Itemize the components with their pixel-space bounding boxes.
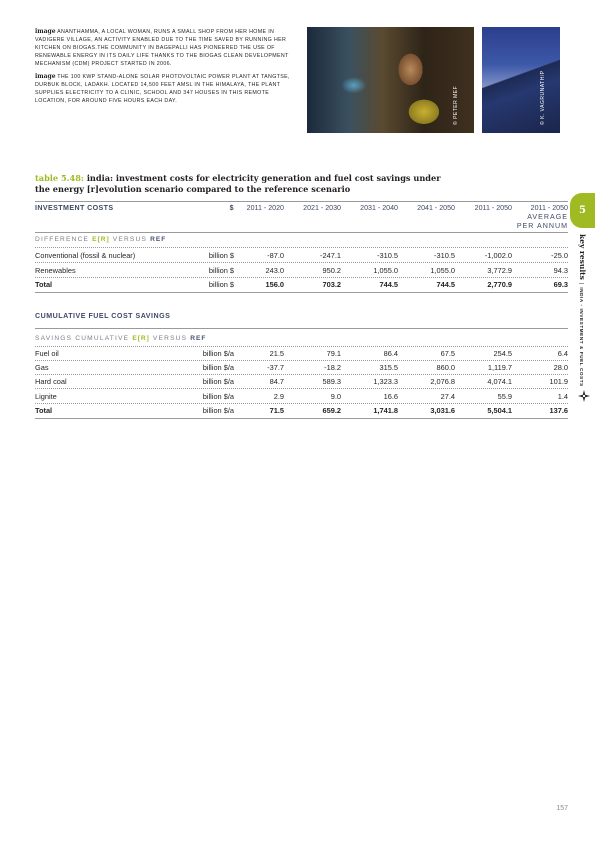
header-col-average [512,204,568,231]
cell: 27.4 [440,392,455,401]
separator: | [578,282,584,285]
row-divider [35,346,568,347]
row-unit: billion $/a [202,406,234,415]
header-col: 2011 - 2050 [530,204,568,212]
cell: 1,055.0 [430,266,455,275]
cell: 55.9 [497,392,512,401]
cell: 950.2 [322,266,341,275]
cell: 254.5 [493,349,512,358]
ref-label: REF [150,236,167,243]
row-unit: billion $/a [202,377,234,386]
cell: 94.3 [553,266,568,275]
section-title: key results [578,234,587,280]
cell: 67.5 [440,349,455,358]
cell: 86.4 [383,349,398,358]
row-divider [35,262,568,263]
cell: 79.1 [326,349,341,358]
cell: -310.5 [377,251,398,260]
header-col: 2011 - 2020 [246,204,284,212]
cell: 860.0 [436,363,455,372]
cell: 703.2 [322,280,341,289]
cell: -310.5 [434,251,455,260]
cell: 1,119.7 [487,363,512,372]
row-unit: billion $ [208,251,234,260]
cell: 659.2 [322,406,341,415]
row-divider [35,388,568,389]
row-label: Total [35,280,53,289]
row-divider [35,247,568,248]
cell: 744.5 [436,280,455,289]
table-bottom-rule [35,418,568,419]
header-unit: $ [229,204,234,212]
cumulative-title-row [35,312,568,326]
savings-label [35,335,206,342]
cell: 2,076.8 [430,377,455,386]
row-divider [35,403,568,404]
cell: -37.7 [267,363,284,372]
row-label: Lignite [35,392,57,401]
cell: 2.9 [273,392,284,401]
row-unit: billion $/a [202,349,234,358]
running-header [577,234,587,404]
header-bottom-rule [35,232,568,233]
cell: 9.0 [330,392,341,401]
row-label: Renewables [35,266,76,275]
header-col: 2011 - 2050 [474,204,512,212]
cell: 315.5 [379,363,398,372]
header-label: INVESTMENT COSTS [35,204,114,212]
table-title-text: india: investment costs for electricity generation and fuel cost savings under the energy [r]evolution scenario compared to the reference scenario [35,173,441,194]
header-col: 2021 - 2030 [303,204,341,212]
row-unit: billion $/a [202,363,234,372]
cell: 69.3 [553,280,568,289]
header-rule [35,201,568,202]
row-label: Gas [35,363,49,372]
row-unit: billion $ [208,266,234,275]
cell: 243.0 [265,266,284,275]
photo-credit: © PETER MEF [453,85,459,125]
cell: -1,002.0 [484,251,512,260]
difference-label-pre: DIFFERENCE [35,236,93,243]
cell: -247.1 [320,251,341,260]
cell: 4,074.1 [487,377,512,386]
photo-shopkeeper [307,27,474,133]
image-caption-2 [35,73,297,105]
cell: -87.0 [267,251,284,260]
cumulative-rule [35,328,568,329]
row-label: Hard coal [35,377,67,386]
row-unit: billion $ [208,280,234,289]
header-col: 2031 - 2040 [360,204,398,212]
table-number: table 5.48: [35,173,84,183]
er-label: E[R] [92,236,110,243]
photo-credit: © K. VAGRUNATH/P [540,70,546,125]
cell: 1,323.3 [373,377,398,386]
header-col: 2041 - 2050 [417,204,455,212]
caption-label: image [35,73,56,80]
image-caption-1 [35,28,297,68]
savings-label-pre: SAVINGS CUMULATIVE [35,335,133,342]
cell: 84.7 [269,377,284,386]
cell: -25.0 [551,251,568,260]
cell: 21.5 [269,349,284,358]
difference-label [35,236,166,243]
difference-label-mid: VERSUS [109,236,151,243]
cell: 3,772.9 [487,266,512,275]
cell: 1,741.8 [373,406,398,415]
header-col-sub: PER ANNUM [516,222,568,230]
cell: 589.3 [322,377,341,386]
row-divider [35,277,568,278]
cumulative-title: CUMULATIVE FUEL COST SAVINGS [35,312,171,320]
cell: 156.0 [265,280,284,289]
cell: 5,504.1 [487,406,512,415]
row-unit: billion $/a [202,392,234,401]
savings-label-mid: VERSUS [149,335,191,342]
cell: 101.9 [549,377,568,386]
cell: 71.5 [269,406,284,415]
page-number: 157 [556,805,568,812]
row-label: Fuel oil [35,349,59,358]
chapter-tab: 5 [570,193,595,228]
caption-label: image [35,28,56,35]
subsection-title: INDIA - INVESTMENT & FUEL COSTS [579,287,584,387]
row-label: Conventional (fossil & nuclear) [35,251,136,260]
cell: 16.6 [383,392,398,401]
caption-text: ANANTHAMMA, A LOCAL WOMAN, RUNS A SMALL SHOP FROM HER HOME IN VADIGERE VILLAGE, AN ACTIVITY ENABLED DUE TO THE TIME SAVED BY RUNNING HER KITCHEN ON BIOGAS.THE COMMUNITY IN BAGEPALLI HAS PIONEERED THE USE OF RENEWABLE ENERGY IN ITS DAILY LIFE THANKS TO THE BIOGAS CLEAN DEVELOPMENT MECHANISM (CDM) PROJECT STARTED IN 2006. [35,29,289,68]
cell: 1,055.0 [373,266,398,275]
section-rule [35,292,568,293]
cell: 2,770.9 [487,280,512,289]
compass-icon [578,390,590,402]
table-title [35,173,455,195]
photo-solar-plant [482,27,560,133]
cell: 744.5 [379,280,398,289]
er-label: E[R] [132,335,150,342]
row-label: Total [35,406,53,415]
cell: 6.4 [557,349,568,358]
ref-label: REF [190,335,207,342]
caption-text: THE 100 KWP STAND-ALONE SOLAR PHOTOVOLTAIC POWER PLANT AT TANGTSE, DURBUK BLOCK, LADAKH. LOCATED 14,500 FEET AMSL IN THE HIMALAYA, THE PLANT SUPPLIES ELECTRICITY TO A CLINIC, SCHOOL AND 347 HOUSES IN THIS REMOTE LOCATION, FOR AROUND FIVE HOURS EACH DAY. [35,74,290,105]
row-divider [35,360,568,361]
cell: 28.0 [553,363,568,372]
table-header-row [35,204,568,230]
header-col-sub: AVERAGE [527,213,568,221]
cell: 3,031.6 [430,406,455,415]
cell: -18.2 [324,363,341,372]
cell: 1.4 [557,392,568,401]
cell: 137.6 [549,406,568,415]
row-divider [35,374,568,375]
